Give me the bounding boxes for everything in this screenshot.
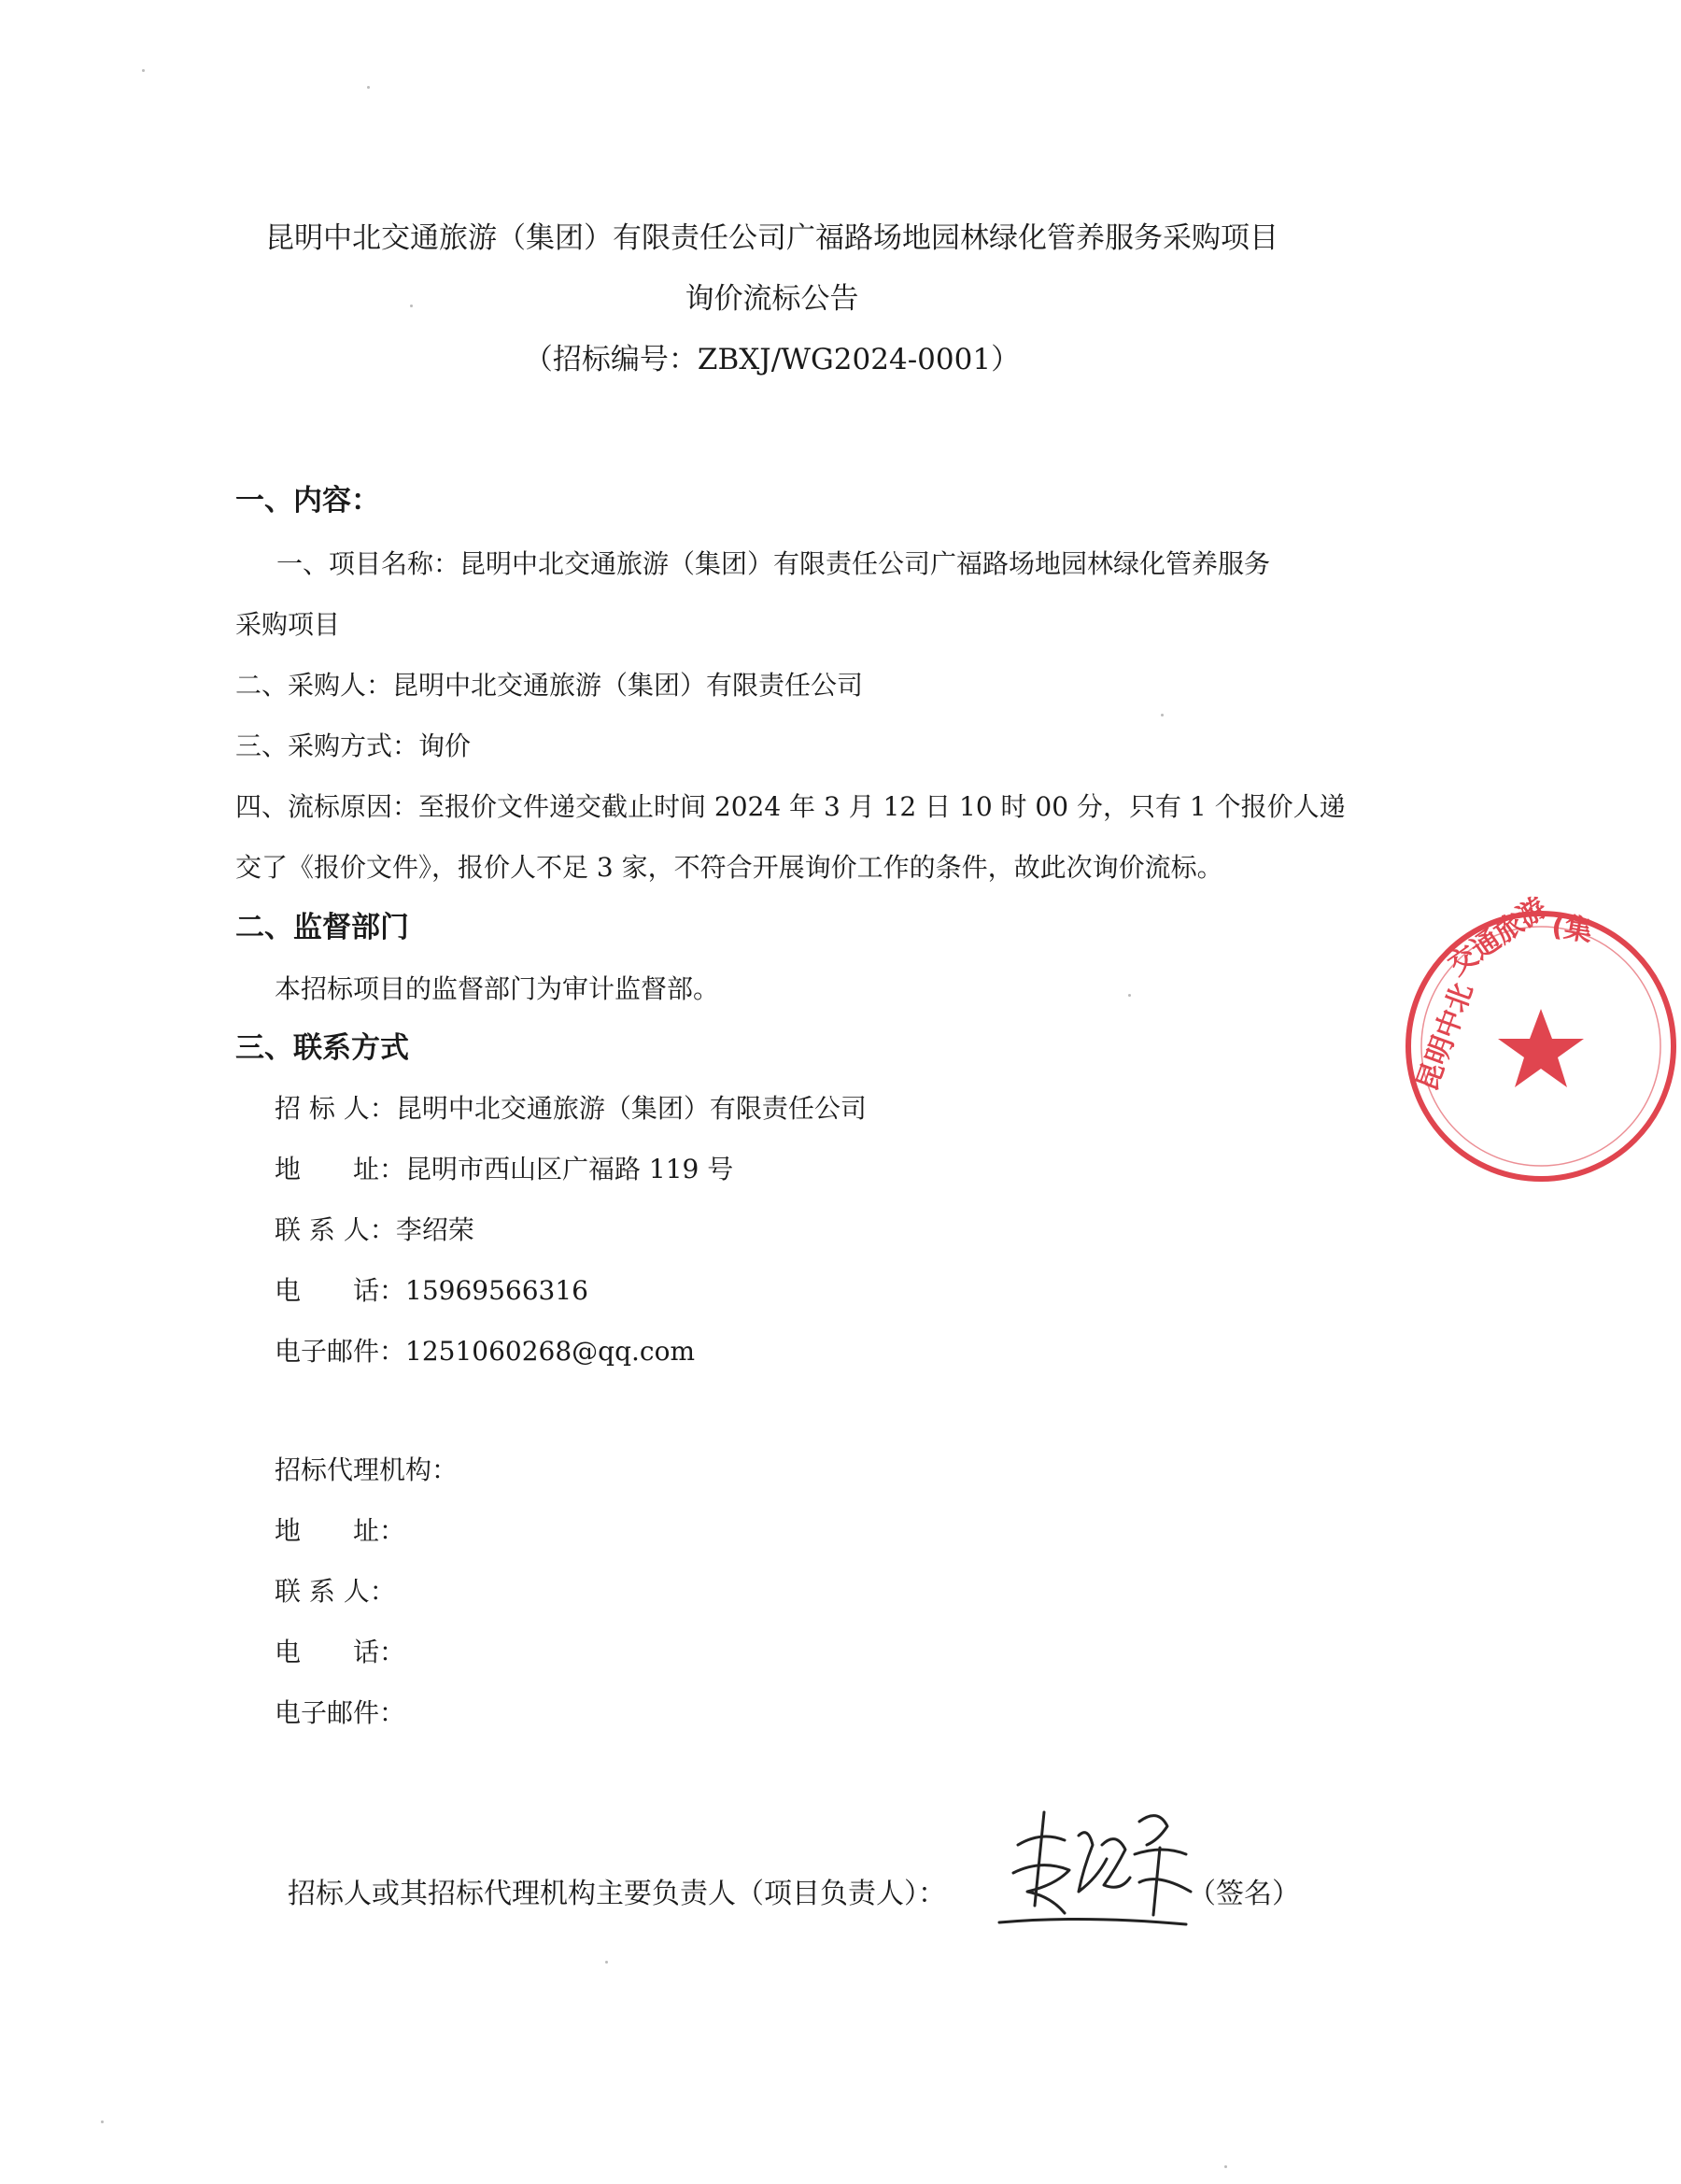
email-value[interactable]: 1251060268@qq.com xyxy=(405,1336,695,1367)
email-label: 电子邮件： xyxy=(275,1336,406,1367)
agency-address-label: 地 址： xyxy=(275,1515,406,1546)
agency-contact-label: 联 系 人： xyxy=(275,1576,396,1607)
section2-heading: 二、监督部门 xyxy=(235,911,409,944)
address-value: 昆明市西山区广福路 119 号 xyxy=(405,1154,734,1184)
item1-project-name-cont: 采购项目 xyxy=(235,609,341,640)
svg-text:交通旅游: 交通旅游 xyxy=(1442,891,1553,983)
tenderer-row xyxy=(275,1092,867,1126)
email-row xyxy=(275,1335,695,1369)
signature-prefix: 招标人或其招标代理机构主要负责人（项目负责人）： xyxy=(288,1878,946,1910)
phone-row xyxy=(275,1274,588,1308)
signature-suffix: （签名） xyxy=(1188,1878,1300,1910)
doc-title-line2: 询价流标公告 xyxy=(685,282,859,316)
address-row xyxy=(275,1153,733,1186)
item2-purchaser: 二、采购人：昆明中北交通旅游（集团）有限责任公司 xyxy=(235,670,864,701)
item4-reason-cont: 交了《报价文件》，报价人不足 3 家，不符合开展询价工作的条件，故此次询价流标。 xyxy=(235,852,1223,883)
tenderer-value: 昆明中北交通旅游（集团）有限责任公司 xyxy=(395,1093,867,1124)
item3-method: 三、采购方式：询价 xyxy=(235,730,472,761)
doc-title-code: （招标编号：ZBXJ/WG2024-0001） xyxy=(523,343,1021,376)
contact-label: 联 系 人： xyxy=(275,1214,396,1245)
agency-phone-label: 电 话： xyxy=(275,1637,406,1667)
company-seal xyxy=(1401,891,1681,1186)
handwritten-signature xyxy=(999,1803,1214,1934)
item4-reason: 四、流标原因：至报价文件递交截止时间 2024 年 3 月 12 日 10 时 00 分，只有 1 个报价人递 xyxy=(235,791,1346,822)
section1-heading: 一、内容： xyxy=(235,484,380,518)
address-label: 地 址： xyxy=(275,1154,406,1184)
agency-email-label: 电子邮件： xyxy=(275,1697,406,1728)
contact-row xyxy=(275,1213,474,1247)
phone-label: 电 话： xyxy=(275,1275,406,1306)
tenderer-label: 招 标 人： xyxy=(275,1093,396,1124)
svg-text:(集: (集 xyxy=(1548,909,1595,949)
doc-title-line1: 昆明中北交通旅游（集团）有限责任公司广福路场地园林绿化管养服务采购项目 xyxy=(265,221,1278,255)
supervision-text: 本招标项目的监督部门为审计监督部。 xyxy=(275,973,720,1004)
phone-value: 15969566316 xyxy=(405,1275,588,1306)
section3-heading: 三、联系方式 xyxy=(235,1031,409,1065)
contact-value: 李绍荣 xyxy=(395,1214,474,1245)
agency-heading: 招标代理机构： xyxy=(275,1454,459,1485)
svg-text:昆明中北: 昆明中北 xyxy=(1410,979,1480,1096)
item1-project-name: 一、项目名称：昆明中北交通旅游（集团）有限责任公司广福路场地园林绿化管养服务 xyxy=(276,548,1271,579)
